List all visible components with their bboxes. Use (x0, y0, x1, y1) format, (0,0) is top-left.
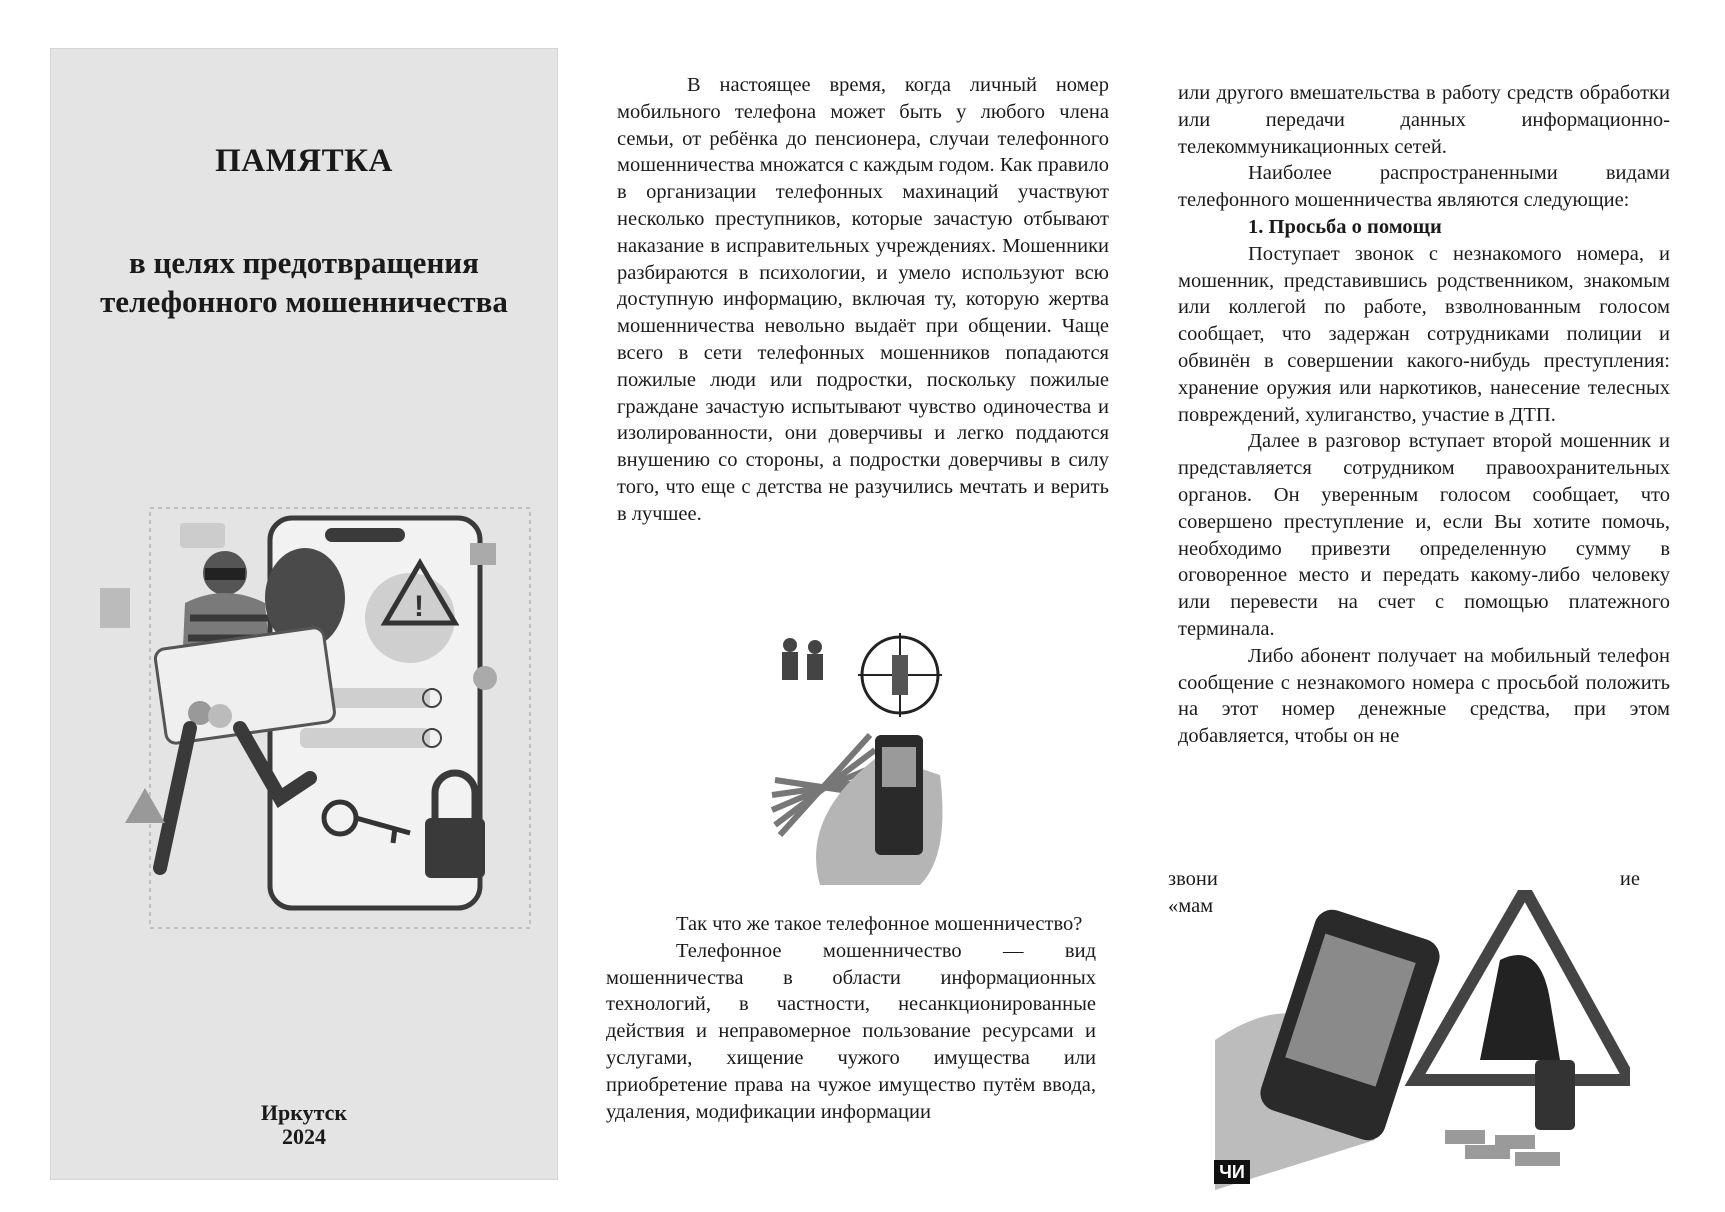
thief-phone-illustration (90, 488, 560, 1008)
phone-warning-photo (1215, 890, 1630, 1190)
cover-subtitle-line1: в целях предотвращения (129, 245, 479, 280)
cover-subtitle-line2: телефонного мошенничества (100, 284, 508, 319)
cut-text-left: звони (1168, 868, 1218, 890)
middle-definition-column (606, 911, 1096, 1125)
middle-intro-column (617, 72, 1109, 528)
photo-tag: ЧИ (1214, 1160, 1250, 1184)
cut-text-line2: «мам (1168, 895, 1214, 917)
right-column (1178, 80, 1670, 750)
help-request-paragraph-1: Поступает звонок с незнакомого номера, и мошенник, представившись родственником, знакомым или коллегой по работе, взволнованным голосом сообщает, что задержан сотрудниками полиции и обвинён в совершении какого-нибудь преступления: хранение оружия или наркотиков, нанесение телесных повреждений, хулиганство, участие в ДТП. (1178, 242, 1670, 426)
intro-paragraph: В настоящее время, когда личный номер мобильного телефона может быть у любого члена семьи, от ребёнка до пенсионера, случаи телефонного мошенничества множатся с каждым годом. Как правило в организации телефонных махинаций участвуют несколько преступников, которые зачастую отбывают наказание в исправительных учреждениях. Мошенники разбираются в психологии, и умело используют всю доступную информацию, включая ту, которую жертва мошенничества невольно выдаёт при общении. Чаще всего в сети телефонных мошенников попадаются пожилые люди или подростки, поскольку пожилые граждане зачастую испытывают чувство одиночества и изолированности, они доверчивы и легко поддаются внушению со стороны, а подростки доверчивы в силу того, что еще с детства не разучились мечтать и верить в лучшее. (617, 74, 1109, 525)
help-request-paragraph-3: Либо абонент получает на мобильный телефон сообщение с незнакомого номера с просьбой положить на этот номер денежные средства, при этом добавляется, чтобы он не (1178, 644, 1670, 748)
help-request-paragraph-2: Далее в разговор вступает второй мошенник и представляется сотрудником правоохранительных органов. Он уверенным голосом сообщает, что совершено преступление и, если Вы хотите помочь, необходимо привезти определенную сумму в оговоренное место и передать какому-либо человеку или перевести на счет с помощью платежного терминала. (1178, 430, 1670, 640)
continuation-paragraph: или другого вмешательства в работу средств обработки или передачи данных информационно-телекоммуникационных сетей. (1178, 82, 1670, 158)
question-paragraph: Так что же такое телефонное мошенничество? (676, 913, 1083, 935)
cover-year: 2024 (282, 1124, 326, 1149)
cover-city: Иркутск (260, 1100, 348, 1125)
cover-title: ПАМЯТКА (215, 143, 393, 179)
section-heading-help-request: 1. Просьба о помощи (1248, 215, 1442, 238)
definition-paragraph: Телефонное мошенничество — вид мошенничества в области информационных технологий, в частности, несанкционированные действия и неправомерное пользование ресурсами и услугами, хищение чужого имущества или приобретение права на чужое имущество путём ввода, удаления, модификации информации (606, 939, 1096, 1123)
types-intro-paragraph: Наиболее распространенными видами телефонного мошенничества являются следующие: (1178, 162, 1670, 212)
cover-panel (50, 48, 558, 1180)
fraud-money-phone-photo (760, 625, 960, 895)
cut-text-right: ие (1619, 868, 1640, 890)
svg-text:!: ! (414, 590, 424, 623)
